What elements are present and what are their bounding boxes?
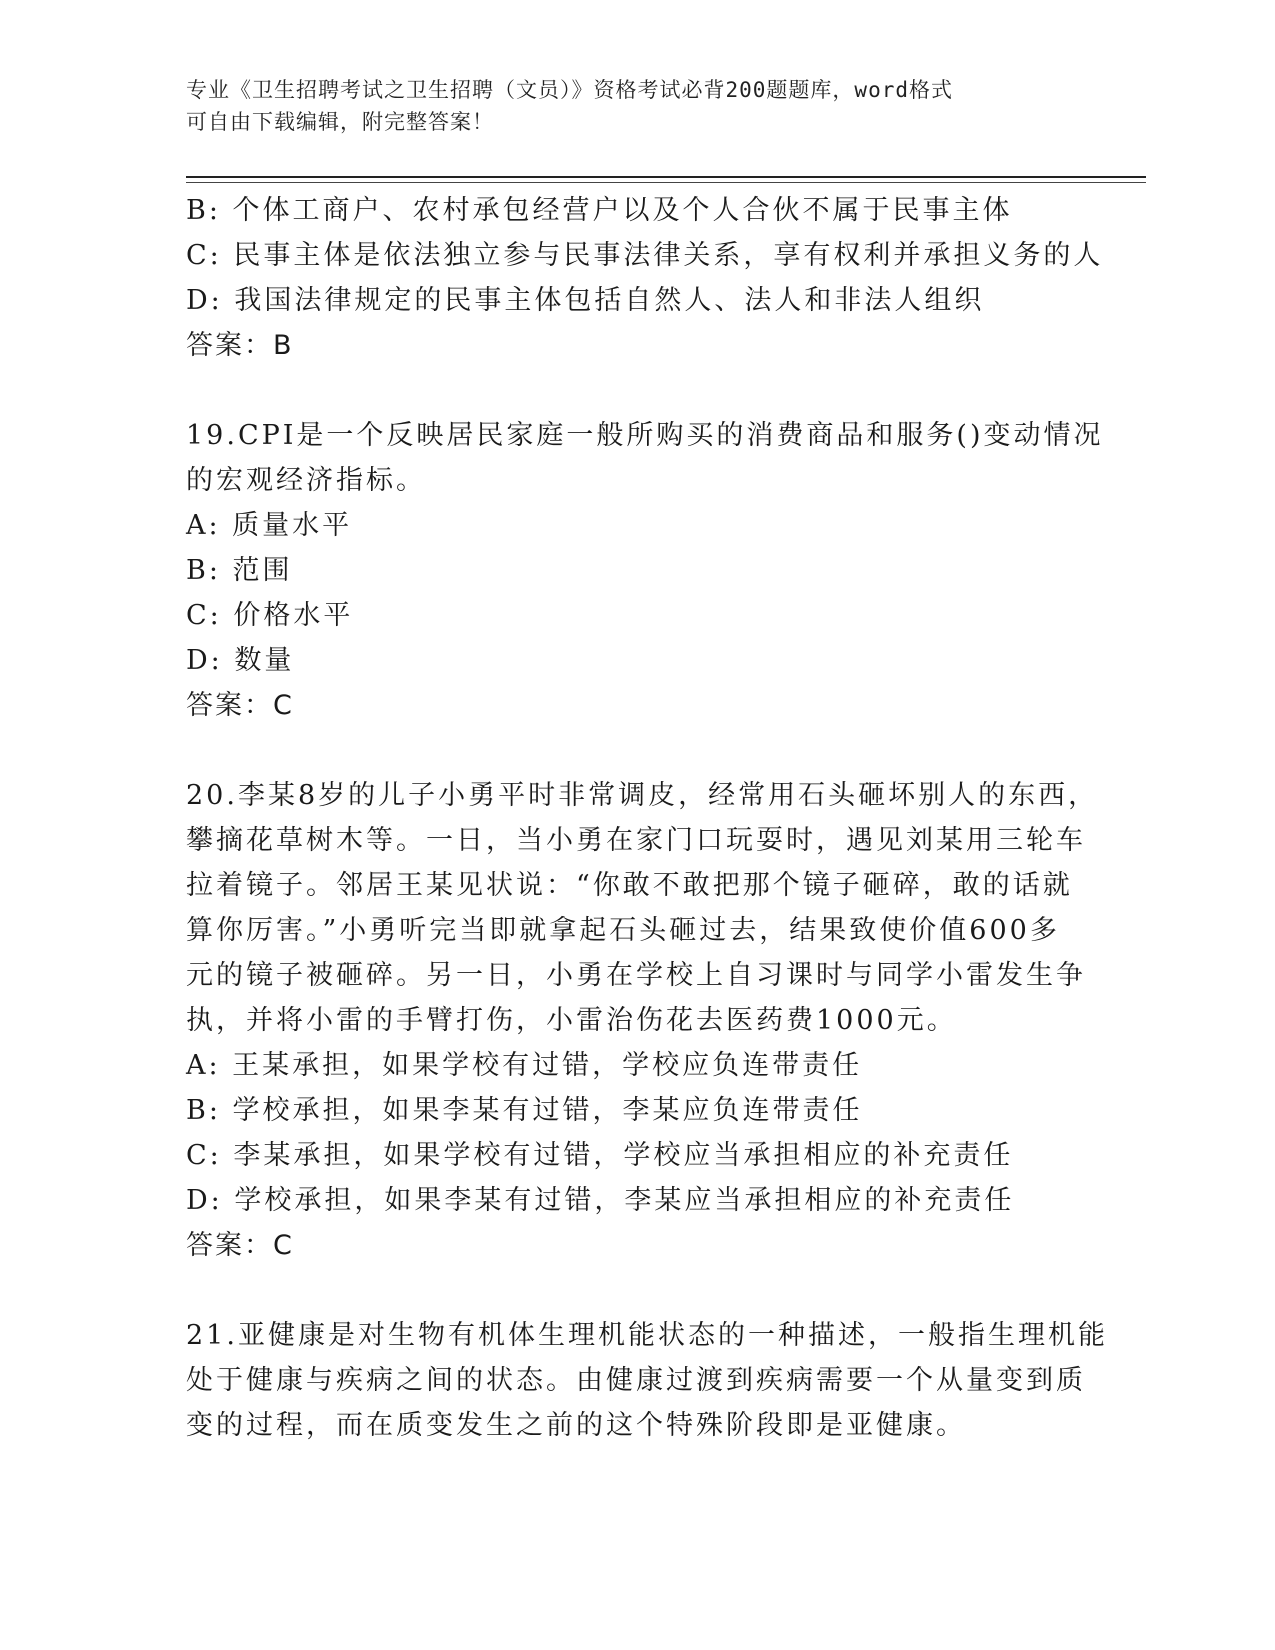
spacer (186, 1268, 1086, 1313)
question-18 (186, 188, 1104, 368)
answer-label: 答案：C (186, 690, 294, 721)
question-stem-line: 攀摘花草树木等。一日，当小勇在家门口玩耍时，遇见刘某用三轮车 (186, 825, 1086, 856)
option-c: C: 价格水平 (186, 600, 354, 631)
option-c: C: 李某承担，如果学校有过错，学校应当承担相应的补充责任 (186, 1140, 1014, 1171)
answer-label: 答案：B (186, 330, 294, 361)
question-stem-line: 元的镜子被砸碎。另一日，小勇在学校上自习课时与同学小雷发生争 (186, 960, 1086, 991)
spacer (186, 728, 1086, 773)
header-divider-thin (186, 182, 1146, 183)
question-19 (186, 413, 1104, 728)
answer-label: 答案：C (186, 1230, 294, 1261)
question-20 (186, 773, 1099, 1268)
question-stem-line: 算你厉害。”小勇听完当即就拿起石头砸过去，结果致使价值600多 (186, 915, 1060, 946)
option-d: D: 数量 (186, 645, 295, 676)
spacer (186, 368, 1086, 413)
page-header (186, 74, 1066, 138)
header-divider-thick (186, 176, 1146, 178)
question-stem-line: 的宏观经济指标。 (186, 465, 426, 496)
option-b: B: 范围 (186, 555, 293, 586)
question-21 (186, 1313, 1108, 1448)
question-stem-line: 21.亚健康是对生物有机体生理机能状态的一种描述，一般指生理机能 (186, 1320, 1108, 1351)
option-d: D: 我国法律规定的民事主体包括自然人、法人和非法人组织 (186, 285, 985, 316)
question-stem-line: 拉着镜子。邻居王某见状说：“你敢不敢把那个镜子砸碎，敢的话就 (186, 870, 1073, 901)
option-b: B: 学校承担，如果李某有过错，李某应负连带责任 (186, 1095, 863, 1126)
document-body (186, 188, 1108, 1448)
question-stem-line: 执，并将小雷的手臂打伤，小雷治伤花去医药费1000元。 (186, 1005, 957, 1036)
option-c: C: 民事主体是依法独立参与民事法律关系，享有权利并承担义务的人 (186, 240, 1104, 271)
option-a: A: 王某承担，如果学校有过错，学校应负连带责任 (186, 1050, 863, 1081)
question-stem-line: 20.李某8岁的儿子小勇平时非常调皮，经常用石头砸坏别人的东西， (186, 780, 1099, 811)
header-line-2: 可自由下载编辑，附完整答案！ (186, 110, 494, 134)
option-a: A: 质量水平 (186, 510, 353, 541)
header-line-1: 专业《卫生招聘考试之卫生招聘（文员）》资格考试必背200题题库，word格式 (186, 78, 953, 102)
question-stem-line: 变的过程，而在质变发生之前的这个特殊阶段即是亚健康。 (186, 1410, 966, 1441)
question-stem-line: 19.CPI是一个反映居民家庭一般所购买的消费商品和服务()变动情况 (186, 420, 1104, 451)
option-b: B: 个体工商户、农村承包经营户以及个人合伙不属于民事主体 (186, 195, 1013, 226)
option-d: D: 学校承担，如果李某有过错，李某应当承担相应的补充责任 (186, 1185, 1015, 1216)
question-stem-line: 处于健康与疾病之间的状态。由健康过渡到疾病需要一个从量变到质 (186, 1365, 1086, 1396)
